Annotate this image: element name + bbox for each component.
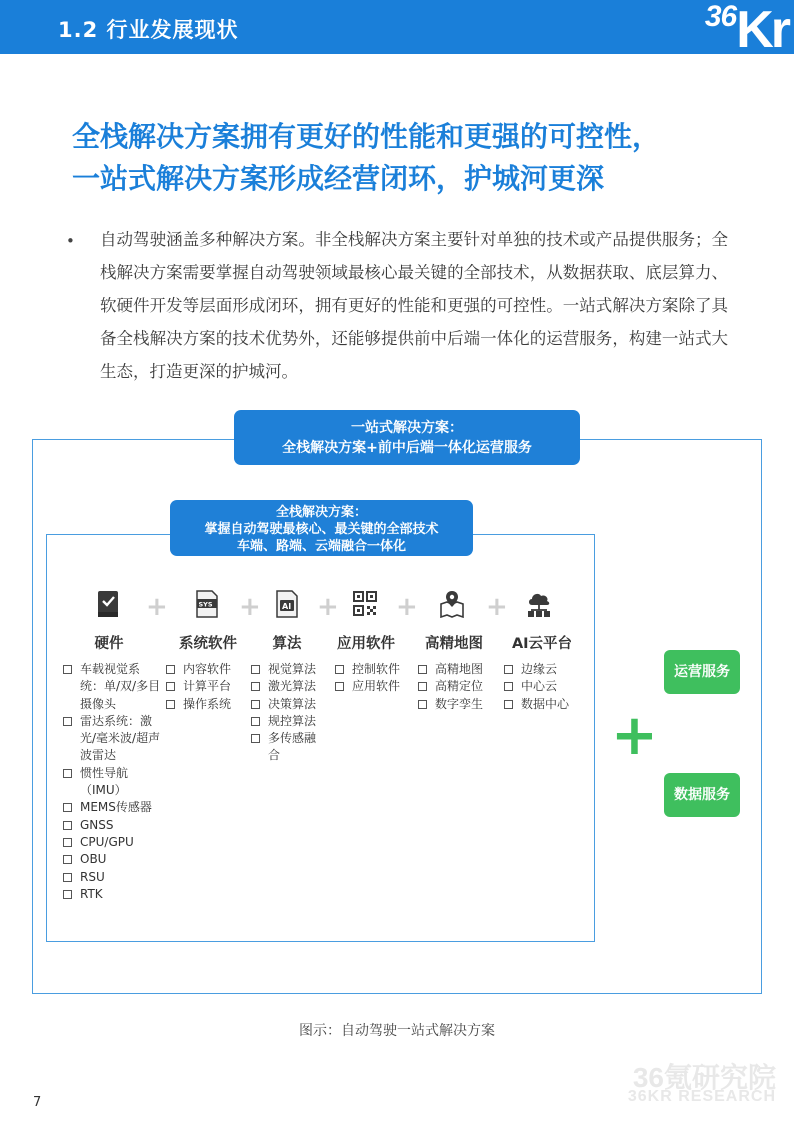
list-item: 高精定位 [418, 678, 500, 695]
system-software-list [166, 661, 246, 713]
green-plus-sign: + [611, 703, 658, 768]
ai-document-icon [274, 590, 300, 618]
checkbox-icon [335, 665, 344, 674]
list-item: 数据中心 [504, 696, 584, 713]
qr-code-icon [352, 590, 378, 618]
hardware-list [63, 661, 161, 903]
watermark-cn: 36氪研究院 [632, 1062, 776, 1093]
category-title-app-software: 应用软件 [337, 636, 395, 652]
checkbox-icon [335, 682, 344, 691]
checkbox-icon [251, 700, 260, 709]
plus-sign: + [486, 592, 508, 622]
list-item: 数字孪生 [418, 696, 500, 713]
list-item: 车载视觉系统：单/双/多目摄像头 [63, 661, 161, 713]
watermark-en: 36KR RESEARCH [627, 1088, 776, 1105]
list-item: MEMS传感器 [63, 799, 161, 816]
plus-sign: + [239, 592, 261, 622]
checkbox-icon [63, 890, 72, 899]
checkbox-icon [166, 665, 175, 674]
plus-sign: + [317, 592, 339, 622]
list-item: 应用软件 [335, 678, 415, 695]
figure-caption: 图示：自动驾驶一站式解决方案 [299, 1023, 495, 1039]
plus-sign: + [396, 592, 418, 622]
checkbox-icon [418, 700, 427, 709]
app-software-list [335, 661, 415, 696]
list-item: 视觉算法 [251, 661, 325, 678]
checkbox-icon [63, 873, 72, 882]
outer-label-line-1: 一站式解决方案： [351, 420, 463, 436]
headline [72, 116, 660, 200]
hd-map-list [418, 661, 500, 713]
ai-cloud-list [504, 661, 584, 713]
list-item: GNSS [63, 817, 161, 834]
headline-line-1: 全栈解决方案拥有更好的性能和更强的可控性， [72, 120, 661, 153]
list-item: 边缘云 [504, 661, 584, 678]
list-item: 操作系统 [166, 696, 246, 713]
tablet-check-icon [95, 590, 121, 618]
plus-sign: + [146, 592, 168, 622]
list-item: RSU [63, 869, 161, 886]
list-item: 多传感融合 [251, 730, 325, 765]
list-item: 计算平台 [166, 678, 246, 695]
list-item: 雷达系统：激光/毫米波/超声波雷达 [63, 713, 161, 765]
list-item: 中心云 [504, 678, 584, 695]
list-item: 控制软件 [335, 661, 415, 678]
checkbox-icon [166, 700, 175, 709]
outer-label-line-2: 全栈解决方案+前中后端一体化运营服务 [282, 440, 532, 456]
body-paragraph: 自动驾驶涵盖多种解决方案。非全栈解决方案主要针对单独的技术或产品提供服务；全栈解决方案需要掌握自动驾驶领域最核心最关键的全部技术，从数据获取、底层算力、软硬件开发等层面形成闭环，拥有更好的性能和更强的可控性。一站式解决方案除了具备全栈解决方案的技术优势外，还能够提供前中后端一体化的运营服务，构建一站式大生态，打造更深的护城河。 [100, 230, 728, 381]
list-item: 内容软件 [166, 661, 246, 678]
checkbox-icon [251, 734, 260, 743]
inner-label-line-3: 车端、路端、云端融合一体化 [236, 539, 406, 554]
logo-36: 36 [704, 0, 737, 33]
cloud-network-icon [526, 590, 552, 618]
checkbox-icon [504, 682, 513, 691]
list-item: 高精地图 [418, 661, 500, 678]
hd-map-icon-wrap [407, 590, 497, 618]
logo-kr: Kr [736, 1, 788, 59]
category-title-system-software: 系统软件 [179, 636, 237, 652]
category-title-algorithm: 算法 [272, 636, 302, 652]
operation-service-badge: 运营服务 [664, 650, 740, 694]
inner-label-line-1: 全栈解决方案： [275, 505, 367, 520]
checkbox-icon [63, 803, 72, 812]
list-item: 惯性导航（IMU） [63, 765, 161, 800]
list-item: OBU [63, 851, 161, 868]
checkbox-icon [63, 665, 72, 674]
hardware-icon-wrap [63, 590, 153, 618]
36kr-logo [704, 0, 788, 59]
data-service-badge: 数据服务 [664, 773, 740, 817]
list-item: 激光算法 [251, 678, 325, 695]
one-stop-solution-label [234, 410, 580, 465]
algorithm-list [251, 661, 325, 765]
page-number: 7 [33, 1095, 42, 1110]
checkbox-icon [63, 838, 72, 847]
list-item: 决策算法 [251, 696, 325, 713]
section-title: 1.2 行业发展现状 [58, 18, 239, 42]
bullet-dot: • [66, 232, 75, 250]
headline-line-2: 一站式解决方案形成经营闭环，护城河更深 [72, 162, 605, 195]
checkbox-icon [251, 665, 260, 674]
header-bar [0, 0, 794, 59]
checkbox-icon [418, 665, 427, 674]
list-item: RTK [63, 886, 161, 903]
checkbox-icon [504, 700, 513, 709]
checkbox-icon [63, 769, 72, 778]
checkbox-icon [63, 717, 72, 726]
category-title-ai-cloud: AI云平台 [511, 636, 573, 652]
checkbox-icon [251, 682, 260, 691]
checkbox-icon [418, 682, 427, 691]
category-title-hd-map: 高精地图 [425, 636, 483, 652]
svg-text:SYS: SYS [198, 600, 213, 609]
checkbox-icon [63, 855, 72, 864]
list-item: CPU/GPU [63, 834, 161, 851]
checkbox-icon [504, 665, 513, 674]
full-stack-solution-label [170, 500, 473, 556]
category-title-hardware: 硬件 [94, 636, 124, 652]
checkbox-icon [166, 682, 175, 691]
map-pin-icon [439, 590, 465, 618]
list-item: 规控算法 [251, 713, 325, 730]
system-software-icon [194, 590, 220, 618]
checkbox-icon [251, 717, 260, 726]
svg-text:AI: AI [282, 602, 292, 611]
checkbox-icon [63, 821, 72, 830]
inner-label-line-2: 掌握自动驾驶最核心、最关键的全部技术 [204, 522, 439, 537]
